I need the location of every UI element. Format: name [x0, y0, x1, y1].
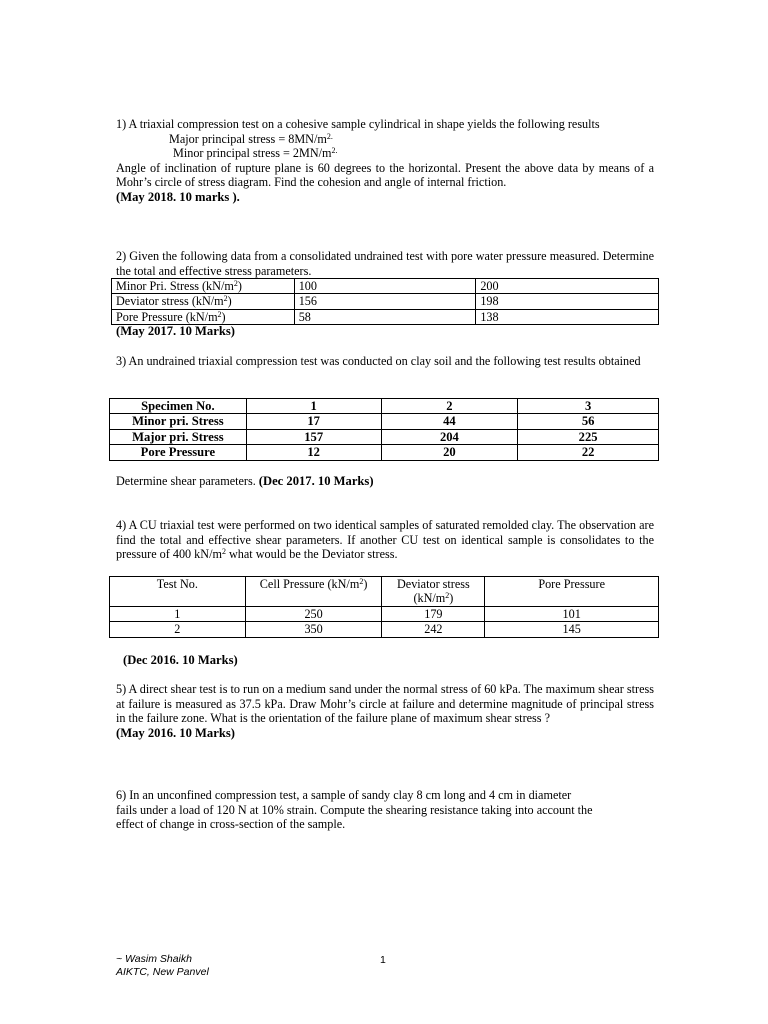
q2-table [111, 278, 659, 325]
table-cell: Pore Pressure [110, 445, 247, 460]
footer-institute: AIKTC, New Panvel [116, 966, 209, 978]
table-cell: 44 [381, 414, 518, 429]
table-cell: 250 [245, 607, 382, 622]
table-cell: Pore Pressure $(kN/m^2)$ [112, 309, 295, 324]
table-cell: Minor Pri. Stress $(kN/m^2)$ [112, 279, 295, 294]
table-row [110, 429, 659, 444]
table-cell: 20 [381, 445, 518, 460]
table-cell: 242 [382, 622, 485, 637]
table-cell: 22 [518, 445, 659, 460]
q1-marks: (May 2018. 10 marks ). [116, 189, 240, 204]
table-cell: 179 [382, 607, 485, 622]
table-cell: 200 [476, 279, 659, 294]
table-header: 3 [518, 399, 659, 414]
q3-marks: (Dec 2017. 10 Marks) [258, 474, 374, 488]
table-cell: Major pri. Stress [110, 429, 247, 444]
q6-line-1: 6) In an unconfined compression test, a sample of sandy clay 8 cm long and 4 cm in diameter [116, 788, 572, 802]
q3-intro: 3) An undrained triaxial compression test was conducted on clay soil and the following test results obtained [116, 354, 641, 368]
q2-intro: 2) Given the following data from a consolidated undrained test with pore water pressure measured. Determine the total and effective stress parameters. [116, 249, 654, 278]
q1-body: Angle of inclination of rupture plane is 60 degrees to the horizontal. Present the above data by means of a Mohr’s circle of stress diagram. Find the cohesion and angle of internal friction. [116, 160, 654, 190]
table-cell: 145 [485, 622, 659, 637]
table-cell: 138 [476, 309, 659, 324]
table-cell: 157 [246, 429, 381, 444]
table-header: 1 [246, 399, 381, 414]
table-cell: Minor pri. Stress [110, 414, 247, 429]
q1-major-stress: Major principal stress = $8MN/m^{2.}$ [169, 131, 333, 146]
table-header-row [110, 577, 659, 607]
table-row [110, 414, 659, 429]
q4-marks: (Dec 2016. 10 Marks) [123, 653, 238, 667]
question-3 [116, 354, 654, 369]
q2-marks: (May 2017. 10 Marks) [116, 324, 235, 338]
q6-line-2: fails under a load of 120 N at 10% strain. Compute the shearing resistance taking into account the [116, 802, 593, 817]
q1-minor-stress: Minor principal stress = $2MN/m^{2.}$ [173, 146, 338, 161]
table-row [112, 309, 659, 324]
q4-table [109, 576, 659, 638]
question-4 [116, 518, 654, 562]
table-header: Pore Pressure [485, 577, 659, 607]
footer [116, 953, 209, 979]
table-row [112, 294, 659, 309]
table-header: 2 [381, 399, 518, 414]
table-row [110, 622, 659, 637]
table-cell: 58 [294, 309, 476, 324]
question-2 [116, 249, 654, 278]
question-6 [116, 788, 676, 832]
table-cell: 17 [246, 414, 381, 429]
q4-intro: 4) A CU triaxial test were performed on two identical samples of saturated remolded clay. The observation are find the total and effective shear parameters. If another CU test on identical sample is consolidates to the pressure of 400 $kN/m^2$ what would be the Deviator stress. [116, 518, 654, 562]
table-cell: 225 [518, 429, 659, 444]
table-cell: 156 [294, 294, 476, 309]
table-cell: 2 [110, 622, 246, 637]
footer-author: ~ Wasim Shaikh [116, 953, 192, 965]
table-cell: 12 [246, 445, 381, 460]
q5-marks: (May 2016. 10 Marks) [116, 725, 235, 740]
table-cell: 204 [381, 429, 518, 444]
question-1 [116, 117, 654, 205]
table-cell: 100 [294, 279, 476, 294]
q6-line-3: effect of change in cross-section of the sample. [116, 817, 346, 832]
table-cell: 56 [518, 414, 659, 429]
table-cell: 198 [476, 294, 659, 309]
q3-task: Determine shear parameters. (Dec 2017. 10 Marks) [116, 474, 374, 488]
table-cell: 101 [485, 607, 659, 622]
table-header: Deviator stress $(kN/m^2)$ [382, 577, 485, 607]
table-header: Cell Pressure $(kN/m^2)$ [245, 577, 382, 607]
table-cell: 1 [110, 607, 246, 622]
table-row [112, 279, 659, 294]
table-cell: Deviator stress $(kN/m^2)$ [112, 294, 295, 309]
table-row [110, 445, 659, 460]
q5-intro: 5) A direct shear test is to run on a medium sand under the normal stress of 60 kPa. The maximum shear stress at failure is measured as 37.5 kPa. Draw Mohr’s circle at failure and determine magnitude of principal stress in the failure zone. What is the orientation of the failure plane of maximum shear stress ? [116, 682, 654, 726]
table-header-row [110, 399, 659, 414]
q1-intro: 1) A triaxial compression test on a cohesive sample cylindrical in shape yields the following results [116, 117, 600, 131]
question-5 [116, 682, 654, 740]
table-header: Specimen No. [110, 399, 247, 414]
table-row [110, 607, 659, 622]
page-number: 1 [380, 954, 386, 966]
q3-table [109, 398, 659, 461]
table-cell: 350 [245, 622, 382, 637]
table-header: Test No. [110, 577, 246, 607]
